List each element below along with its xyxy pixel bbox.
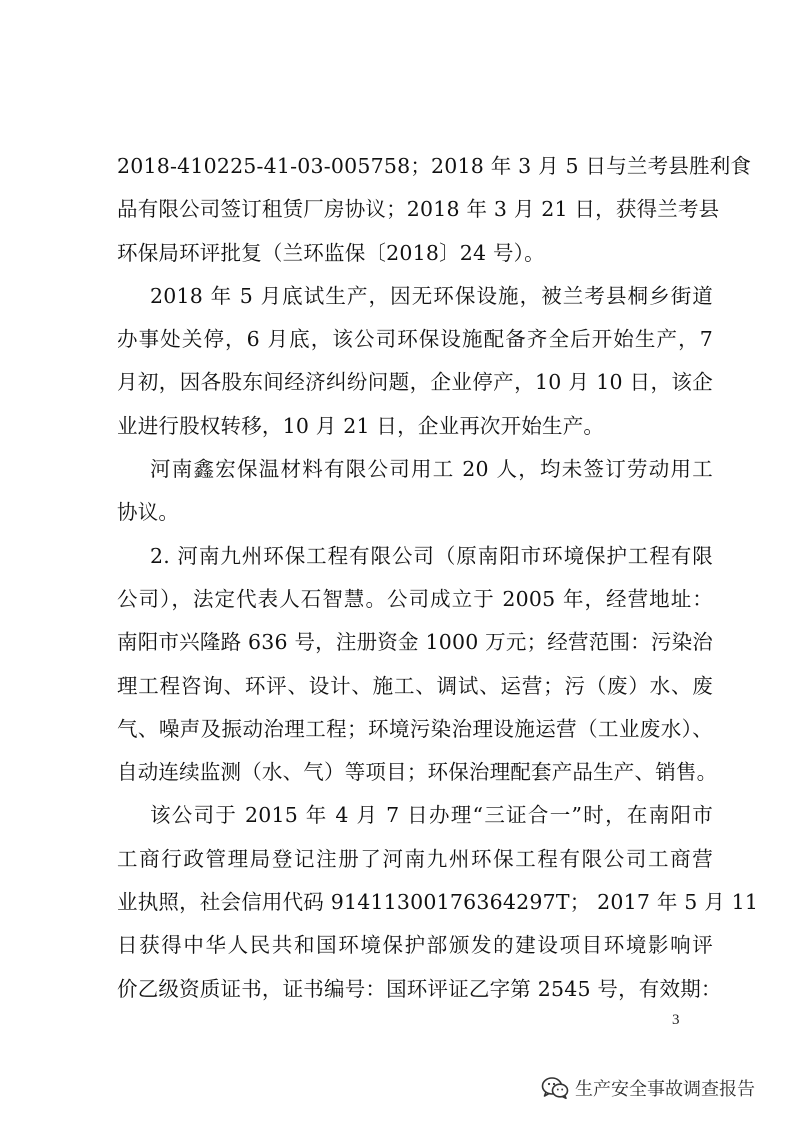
paragraph-start-line: 河南鑫宏保温材料有限公司用工 20 人，均未签订劳动用工	[150, 457, 713, 482]
paragraph-start-line: 2018 年 5 月底试生产，因无环保设施，被兰考县桐乡街道	[150, 283, 713, 308]
source-watermark	[541, 1074, 755, 1102]
text-line: 品有限公司签订租赁厂房协议；2018 年 3 月 21 日，获得兰考县	[117, 197, 720, 222]
watermark-text: 生产安全事故调查报告	[575, 1079, 755, 1100]
text-line: 2018-410225-41-03-005758；2018 年 3 月 5 日与兰考县胜利食	[117, 154, 752, 178]
text-line: 工商行政管理局登记注册了河南九州环保工程有限公司工商营	[117, 846, 713, 871]
paragraph-start-line: 该公司于 2015 年 4 月 7 日办理“三证合一”时，在南阳市	[150, 803, 713, 828]
text-line: 协议。	[117, 500, 180, 525]
section-heading-line: 2. 河南九州环保工程有限公司（原南阳市环境保护工程有限	[150, 543, 713, 568]
document-body	[117, 145, 759, 1011]
text-line: 日获得中华人民共和国环境保护部颁发的建设项目环境影响评	[117, 933, 713, 958]
text-line: 环保局环评批复（兰环监保〔2018〕24 号）。	[117, 240, 545, 265]
text-line: 自动连续监测（水、气）等项目；环保治理配套产品生产、销售。	[117, 760, 718, 785]
wechat-icon	[541, 1076, 569, 1100]
text-line: 气、噪声及振动治理工程；环境污染治理设施运营（工业废水）、	[117, 716, 713, 741]
text-line: 南阳市兴隆路 636 号，注册资金 1000 万元；经营范围：污染治	[117, 630, 713, 655]
page-number: 3	[672, 1012, 680, 1028]
text-line: 业执照，社会信用代码 91411300176364297T； 2017 年 5 月 11	[117, 890, 759, 915]
text-line: 公司），法定代表人石智慧。公司成立于 2005 年，经营地址：	[117, 586, 713, 611]
text-line: 理工程咨询、环评、设计、施工、调试、运营；污（废）水、废	[117, 673, 713, 698]
text-line: 价乙级资质证书，证书编号：国环评证乙字第 2545 号，有效期：	[117, 976, 722, 1001]
text-line: 月初，因各股东间经济纠纷问题，企业停产，10 月 10 日，该企	[117, 370, 713, 395]
text-line: 业进行股权转移，10 月 21 日，企业再次开始生产。	[117, 413, 605, 438]
text-line: 办事处关停，6 月底，该公司环保设施配备齐全后开始生产，7	[117, 327, 713, 352]
